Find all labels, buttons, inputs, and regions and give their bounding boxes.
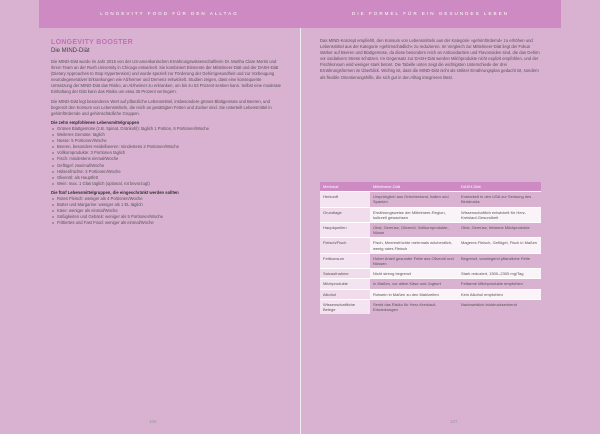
table-cell: Fleisch/Fisch — [320, 238, 370, 253]
table-cell: Obst, Gemüse, fettarme Milchprodukte — [458, 223, 541, 238]
list-item: Wein: max. 1 Glas täglich (optional, rot bevorzugt) — [51, 181, 281, 187]
table-cell: Fettarme Milchprodukte empfohlen — [458, 279, 541, 289]
table-cell: Nicht streng begrenzt — [370, 269, 458, 279]
table-cell: Rotwein in Maßen zu den Mahlzeiten — [370, 289, 458, 299]
column-header: Merkmal — [320, 182, 370, 192]
body-paragraph: Die MIND-Diät legt besonderen Wert auf pflanzliche Lebensmittel, insbesondere grünes Blattgemüse und Beeren, und begrenzt den Konsum von Lebensmitteln, die reich an gesättigten Fetten und Zucker sind. Sie unterteilt Lebensmittel in gehirnfördernde und gehirnschädliche Gruppen. — [51, 98, 272, 116]
table-cell: Fettkonsum — [320, 253, 370, 268]
table-row — [320, 269, 541, 279]
table-cell: Fisch, Meeresfrüchte mehrmals wöchentlich, wenig rotes Fleisch — [370, 238, 458, 253]
table-cell: Ursprünglich aus Griechenland, Italien und Spanien — [370, 192, 458, 207]
table-cell: Entwickelt in den USA zur Senkung des Blutdrucks — [458, 192, 541, 207]
right-edge-strip — [561, 0, 600, 434]
right-content — [320, 38, 540, 84]
list-item: Rotes Fleisch: weniger als 4 Portionen/Woche — [51, 196, 281, 202]
table-row — [320, 207, 541, 222]
table-cell: Wissenschaftliche Belege — [320, 299, 370, 314]
table-row — [320, 289, 541, 299]
table-cell: Obst, Gemüse, Olivenöl, Vollkornprodukte, Nüsse — [370, 223, 458, 238]
list-item: Süßigkeiten und Gebäck: weniger als 5 Portionen/Woche — [51, 214, 281, 220]
list-item: Geflügel: zweimal/Woche — [51, 163, 281, 169]
page-number: 107 — [450, 419, 458, 424]
page-title: LONGEVITY BOOSTER — [51, 39, 133, 46]
left-edge-strip — [0, 0, 39, 434]
list-item: Beeren, besonders Heidelbeeren: mindestens 2 Portionen/Woche — [51, 144, 281, 150]
table-cell: Grundlage — [320, 207, 370, 222]
right-running-head: DIE FORMEL FÜR EIN GESUNDES LEBEN — [352, 11, 509, 16]
table-row — [320, 299, 541, 314]
table-row — [320, 253, 541, 268]
table-row — [320, 192, 541, 207]
page-number: 106 — [149, 419, 157, 424]
table-cell: Alkohol — [320, 289, 370, 299]
table-cell: Hauptquellen — [320, 223, 370, 238]
table-header-row — [320, 182, 541, 192]
list-item: Fisch: mindestens einmal/Woche — [51, 156, 281, 162]
table-cell: In Maßen, vor allem Käse und Joghurt — [370, 279, 458, 289]
list-item: Käse: weniger als einmal/Woche — [51, 208, 281, 214]
left-page — [39, 0, 300, 434]
list-item: Weiteres Gemüse: täglich — [51, 132, 281, 138]
list-item: Frittiertes und Fast Food: weniger als einmal/Woche — [51, 220, 281, 226]
recommended-list — [51, 126, 281, 187]
page-subtitle: Die MIND-Diät — [51, 48, 90, 54]
body-paragraph: Die MIND-Diät wurde im Jahr 2015 von der US-amerikanischen Ernährungswissenschaftlerin Dr. Martha Clare Morris und ihrem Team an der Rush University in Chicago entwickelt. Sie kombiniert Elemente der Mittelmeer-Diät und der DASH-Diät (Dietary Approaches to Stop Hypertension) und wurde speziell zur Förderung der Gehirngesundheit und zur Vorbeugung neurodegenerativer Erkrankungen wie Alzheimer und Demenz entwickelt. Studien zeigen, dass eine konsequente Umsetzung der MIND-Diät das Risiko, an Alzheimer zu erkranken, um bis zu 53 Prozent senken kann. Selbst eine moderate Einhaltung der Diät kann das Risiko um etwa 35 Prozent verringern. — [51, 59, 281, 95]
list-item: Hülsenfrüchte: 3 Portionen/Woche — [51, 169, 281, 175]
column-header: Mittelmeer-Diät — [370, 182, 458, 192]
table-cell: Senkt das Risiko für Herz-Kreislauf-Erkrankungen — [370, 299, 458, 314]
table-cell: Ernährungsweise der Mittelmeer-Region, kulturell gewachsen — [370, 207, 458, 222]
recommended-heading: Die zehn empfohlenen Lebensmittelgruppen — [51, 119, 140, 125]
right-page — [300, 0, 561, 434]
left-running-head: LONGEVITY FOOD FÜR DEN ALLTAG — [100, 11, 239, 16]
column-header: DASH-Diät — [458, 182, 541, 192]
table-row — [320, 223, 541, 238]
table-cell: Wissenschaftlich entwickelt für Herz-Kreislauf-Gesundheit — [458, 207, 541, 222]
table-row — [320, 279, 541, 289]
list-item: Grünes Blattgemüse (z.B. Spinat, Grünkohl): täglich 1 Portion, 6 Portionen/Woche — [51, 126, 281, 132]
comparison-table — [320, 182, 541, 314]
limited-list — [51, 196, 281, 226]
list-item: Olivenöl: als Hauptfett — [51, 175, 281, 181]
table-cell: Mageres Fleisch, Geflügel, Fisch in Maßen — [458, 238, 541, 253]
limited-heading: Die fünf Lebensmittelgruppen, die eingeschränkt werden sollten — [51, 189, 179, 195]
table-cell: Salzaufnahme — [320, 269, 370, 279]
left-content — [51, 38, 281, 228]
left-header-bar — [39, 0, 300, 28]
right-header-bar — [300, 0, 561, 28]
table-cell: Begrenzt, vorwiegend pflanzliche Fette — [458, 253, 541, 268]
table-cell: Hoher Anteil gesunder Fette aus Olivenöl und Nüssen — [370, 253, 458, 268]
list-item: Nüsse: 5 Portionen/Woche — [51, 138, 281, 144]
body-paragraph: Das MIND-Konzept empfiehlt, den Konsum von Lebensmitteln aus der Kategorie »gehirnfördernd« zu erhöhen und Lebensmittel aus der Kategorie »gehirnschädlich« zu reduzieren. Im Vergleich zur Mittelmeer-Diät liegt der Fokus stärker auf Beeren und Blattgemüse, da diese besonders reich an Antioxidantien und Flavonoiden sind, die das Gehirn vor oxidativem Stress schützen. Im Gegensatz zur DASH-Diät werden Milchprodukte nicht explizit empfohlen, und der Fischkonsum wird weniger stark betont. Die Tabelle unten zeigt die wichtigsten Unterschiede der drei Ernährungsformen im Überblick. Wichtig ist, dass die MIND-Diät nicht als strikter Ernährungsplan gedacht ist, sondern als flexible Orientierungshilfe, die sich gut in den Alltag integrieren lässt. — [320, 38, 540, 80]
table-cell: Herkunft — [320, 192, 370, 207]
list-item: Butter und Margarine: weniger als 1 EL täglich — [51, 202, 281, 208]
table-cell: Milchprodukte — [320, 279, 370, 289]
list-item: Vollkornprodukte: 3 Portionen täglich — [51, 150, 281, 156]
table-cell: Nachweislich blutdrucksenkend — [458, 299, 541, 314]
table-cell: Kein Alkohol empfohlen — [458, 289, 541, 299]
table-cell: Stark reduziert, 1500–2300 mg/Tag — [458, 269, 541, 279]
table-row — [320, 238, 541, 253]
